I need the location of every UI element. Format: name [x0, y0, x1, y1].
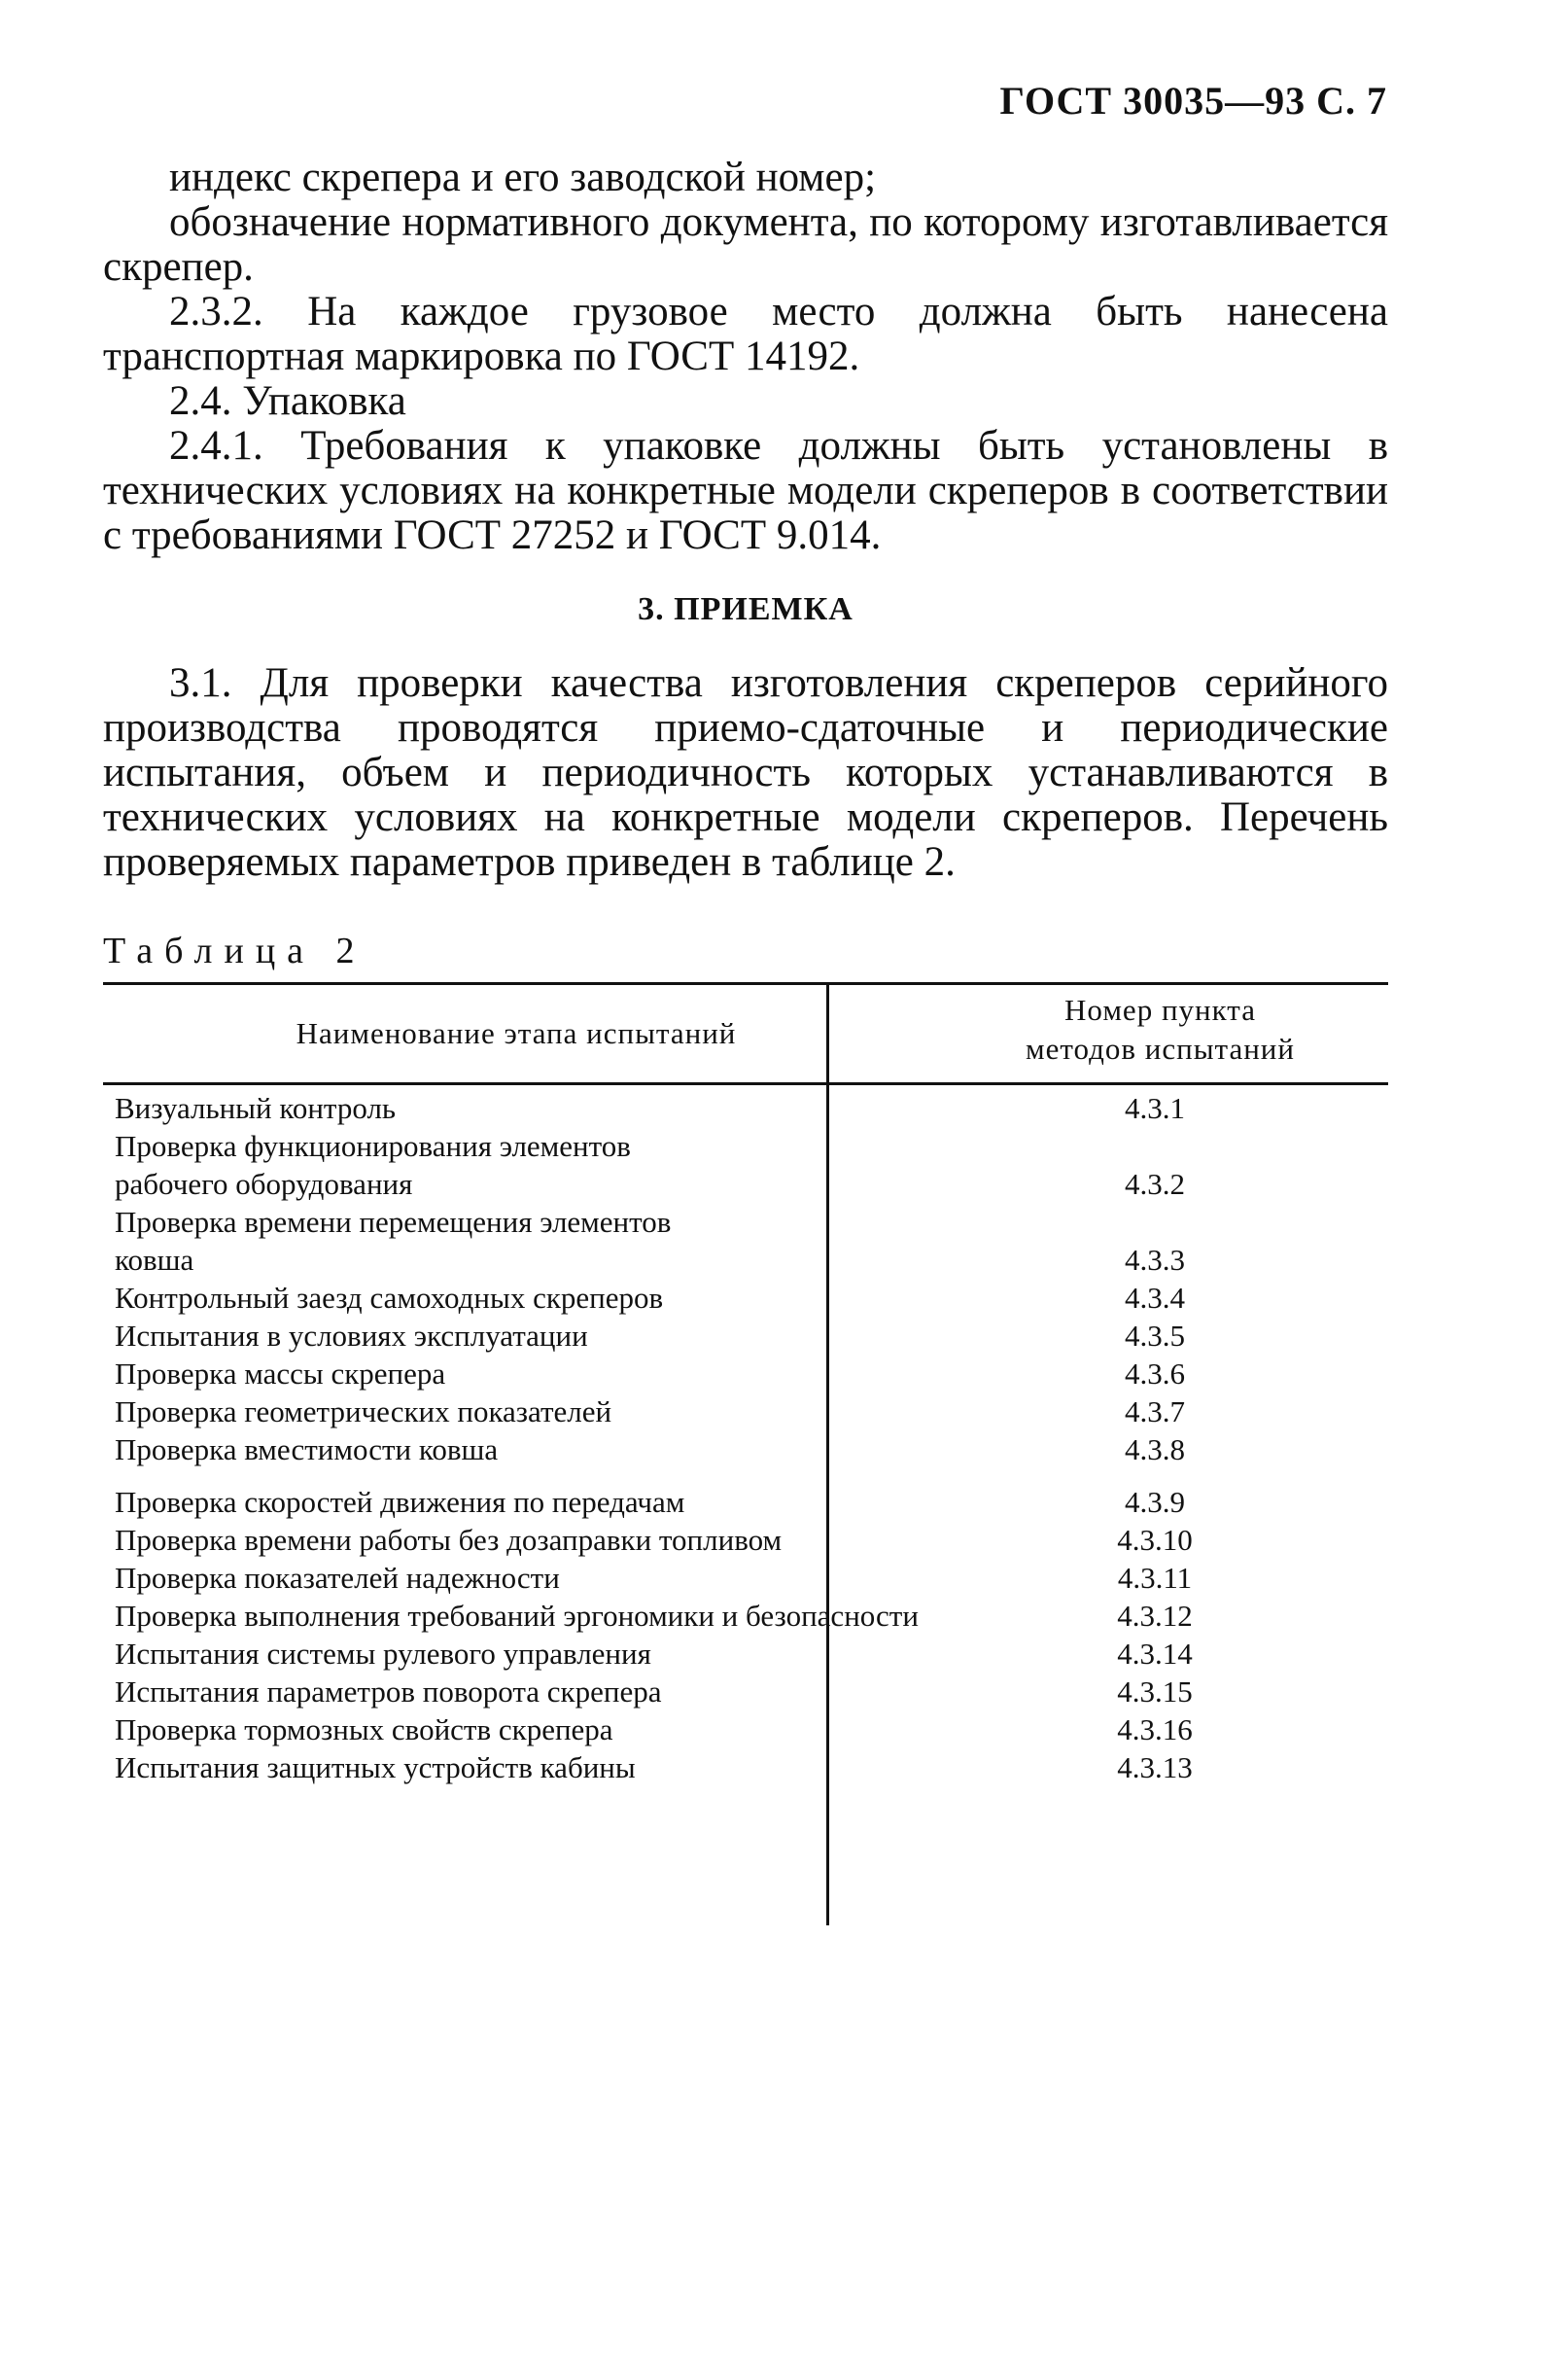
row-name: Проверка выполнения требований эргономики и безопасности: [115, 1599, 919, 1633]
table-body: [103, 1089, 1388, 1786]
table-row: [103, 1279, 1388, 1317]
row-name: Визуальный контроль: [115, 1091, 397, 1125]
paragraph: обозначение нормативного документа, по которому изготавливается скрепер.: [103, 199, 1388, 290]
paragraph: индекс скрепера и его заводской номер;: [169, 155, 877, 200]
row-num: 4.3.5: [1125, 1319, 1185, 1353]
row-num: 4.3.9: [1125, 1485, 1185, 1519]
tests-table: [103, 982, 1388, 1784]
header-method-line2: методов испытаний: [1025, 1032, 1295, 1066]
table-row: [103, 1355, 1388, 1392]
paragraph: 2.3.2. На каждое грузовое место должна быть нанесена транспортная маркировка по ГОСТ 14192.: [103, 289, 1388, 379]
table-header: [103, 982, 1388, 1085]
row-name: Проверка времени перемещения элементов ковша: [115, 1205, 672, 1277]
row-num: 4.3.1: [1125, 1091, 1185, 1125]
row-name: Испытания в условиях эксплуатации: [115, 1319, 588, 1353]
table-row: [103, 1483, 1388, 1521]
table-row: [103, 1089, 1388, 1127]
table-row: [103, 1710, 1388, 1748]
row-name: Проверка показателей надежности: [115, 1561, 560, 1595]
row-num: 4.3.13: [1117, 1750, 1193, 1784]
row-num: 4.3.2: [1125, 1167, 1185, 1201]
header-stage-name: Наименование этапа испытаний: [296, 1016, 737, 1050]
row-name: Проверка массы скрепера: [115, 1357, 446, 1391]
row-num: 4.3.14: [1117, 1637, 1193, 1671]
page-header: ГОСТ 30035—93 С. 7: [999, 79, 1387, 123]
table-row: [103, 1748, 1388, 1786]
row-name: Проверка тормозных свойств скрепера: [115, 1712, 613, 1746]
row-name: Испытания параметров поворота скрепера: [115, 1674, 662, 1709]
row-num: 4.3.8: [1125, 1432, 1185, 1466]
row-num: 4.3.10: [1117, 1523, 1193, 1557]
paragraph: 2.4.1. Требования к упаковке должны быть установлены в технических условиях на конкретные модели скреперов в соответствии с требованиями ГОСТ 27252 и ГОСТ 9.014.: [103, 423, 1388, 558]
row-name: Проверка скоростей движения по передачам: [115, 1485, 685, 1519]
table-row: [103, 1317, 1388, 1355]
row-num: 4.3.4: [1125, 1281, 1185, 1315]
row-name: Проверка функционирования элементов рабочего оборудования: [115, 1129, 631, 1201]
header-method-line1: Номер пункта: [1064, 993, 1256, 1027]
header-method-number: [932, 991, 1388, 1069]
row-name: Проверка времени работы без дозаправки топливом: [115, 1523, 783, 1557]
row-num: 4.3.6: [1125, 1357, 1185, 1391]
table-row: [103, 1673, 1388, 1710]
row-name: Проверка вместимости ковша: [115, 1432, 499, 1466]
table-row: [103, 1392, 1388, 1430]
row-num: 4.3.11: [1117, 1561, 1193, 1595]
row-num: 4.3.15: [1117, 1674, 1193, 1709]
section-title: 3. ПРИЕМКА: [638, 591, 854, 627]
paragraph: 3.1. Для проверки качества изготовления скреперов серийного производства проводятся приемо-сдаточные и периодические испытания, объем и периодичность которых устанавливаются в технических условиях на конкретные модели скреперов. Перечень проверяемых параметров приведен в таблице 2.: [103, 660, 1388, 885]
row-name: Испытания системы рулевого управления: [115, 1637, 651, 1671]
paragraph-heading: 2.4. Упаковка: [169, 378, 406, 424]
table-row: [103, 1203, 1388, 1279]
table-row: [103, 1430, 1388, 1468]
table-row: [103, 1521, 1388, 1559]
table-row: [103, 1559, 1388, 1597]
row-num: 4.3.3: [1125, 1243, 1185, 1277]
row-name: Проверка геометрических показателей: [115, 1394, 612, 1428]
row-name: Контрольный заезд самоходных скреперов: [115, 1281, 664, 1315]
row-name: Испытания защитных устройств кабины: [115, 1750, 636, 1784]
table-row: [103, 1127, 1388, 1203]
row-num: 4.3.16: [1117, 1712, 1193, 1746]
table-row: [103, 1635, 1388, 1673]
body-text: [103, 156, 1388, 885]
row-num: 4.3.7: [1125, 1394, 1185, 1428]
table-caption: Таблица 2: [103, 931, 366, 971]
row-num: 4.3.12: [1117, 1599, 1193, 1633]
table-row: [103, 1597, 1388, 1635]
